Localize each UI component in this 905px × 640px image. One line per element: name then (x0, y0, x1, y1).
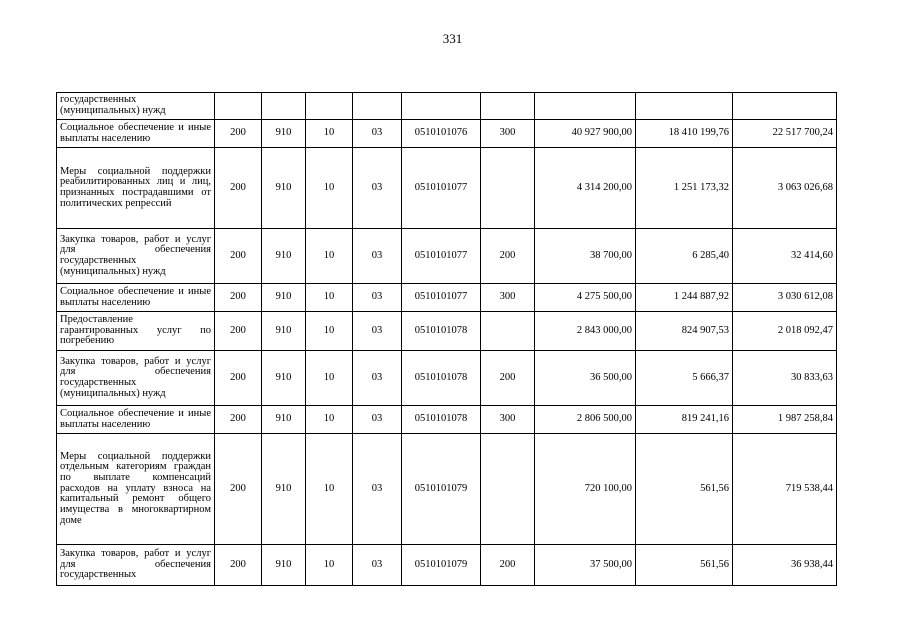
cell-remaining: 719 538,44 (733, 434, 837, 545)
cell-section: 10 (306, 148, 353, 229)
cell-admin-code: 200 (215, 351, 262, 406)
cell-section (306, 93, 353, 120)
cell-executed: 561,56 (636, 434, 733, 545)
cell-subsection: 03 (353, 406, 402, 434)
cell-executed: 18 410 199,76 (636, 120, 733, 148)
cell-ministry-code: 910 (262, 312, 306, 351)
cell-section: 10 (306, 545, 353, 586)
cell-target-article: 0510101078 (402, 351, 481, 406)
cell-planned: 38 700,00 (535, 229, 636, 284)
cell-expense-type (481, 312, 535, 351)
cell-target-article: 0510101076 (402, 120, 481, 148)
cell-planned: 37 500,00 (535, 545, 636, 586)
cell-executed: 824 907,53 (636, 312, 733, 351)
cell-executed: 819 241,16 (636, 406, 733, 434)
cell-remaining (733, 93, 837, 120)
cell-remaining: 1 987 258,84 (733, 406, 837, 434)
cell-planned: 720 100,00 (535, 434, 636, 545)
table-row (57, 120, 837, 148)
cell-admin-code: 200 (215, 229, 262, 284)
cell-admin-code: 200 (215, 284, 262, 312)
row-name: государственных (муниципальных) нужд (57, 93, 215, 120)
cell-ministry-code: 910 (262, 406, 306, 434)
row-name: Закупка товаров, работ и услуг для обеспечения государственных (муниципальных) нужд (57, 351, 215, 406)
cell-target-article: 0510101078 (402, 406, 481, 434)
cell-planned: 4 275 500,00 (535, 284, 636, 312)
cell-expense-type: 300 (481, 120, 535, 148)
cell-subsection: 03 (353, 312, 402, 351)
cell-admin-code: 200 (215, 406, 262, 434)
cell-executed: 5 666,37 (636, 351, 733, 406)
row-name: Социальное обеспечение и иные выплаты населению (57, 284, 215, 312)
cell-admin-code: 200 (215, 434, 262, 545)
table-row (57, 406, 837, 434)
cell-admin-code: 200 (215, 120, 262, 148)
cell-subsection: 03 (353, 148, 402, 229)
cell-target-article (402, 93, 481, 120)
row-name: Закупка товаров, работ и услуг для обеспечения государственных (57, 545, 215, 586)
cell-section: 10 (306, 120, 353, 148)
cell-subsection: 03 (353, 545, 402, 586)
cell-ministry-code: 910 (262, 120, 306, 148)
cell-subsection (353, 93, 402, 120)
cell-remaining: 3 063 026,68 (733, 148, 837, 229)
cell-planned (535, 93, 636, 120)
cell-planned: 40 927 900,00 (535, 120, 636, 148)
table-row (57, 351, 837, 406)
cell-target-article: 0510101077 (402, 284, 481, 312)
cell-subsection: 03 (353, 434, 402, 545)
cell-executed: 561,56 (636, 545, 733, 586)
page-number: 331 (442, 31, 463, 46)
cell-section: 10 (306, 312, 353, 351)
cell-planned: 4 314 200,00 (535, 148, 636, 229)
cell-expense-type (481, 93, 535, 120)
cell-ministry-code: 910 (262, 148, 306, 229)
row-name: Меры социальной поддержки реабилитированных лиц и лиц, признанных пострадавшими от политических репрессий (57, 148, 215, 229)
cell-expense-type: 200 (481, 545, 535, 586)
cell-ministry-code: 910 (262, 229, 306, 284)
cell-remaining: 30 833,63 (733, 351, 837, 406)
budget-table (56, 92, 837, 586)
cell-expense-type (481, 148, 535, 229)
cell-section: 10 (306, 284, 353, 312)
cell-remaining: 3 030 612,08 (733, 284, 837, 312)
cell-planned: 2 806 500,00 (535, 406, 636, 434)
cell-executed: 1 251 173,32 (636, 148, 733, 229)
table-row (57, 312, 837, 351)
cell-executed: 1 244 887,92 (636, 284, 733, 312)
cell-remaining: 32 414,60 (733, 229, 837, 284)
cell-executed: 6 285,40 (636, 229, 733, 284)
cell-section: 10 (306, 229, 353, 284)
cell-target-article: 0510101077 (402, 229, 481, 284)
cell-ministry-code (262, 93, 306, 120)
cell-section: 10 (306, 406, 353, 434)
row-name: Предоставление гарантированных услуг по погребению (57, 312, 215, 351)
cell-admin-code: 200 (215, 312, 262, 351)
cell-admin-code: 200 (215, 148, 262, 229)
cell-ministry-code: 910 (262, 351, 306, 406)
cell-subsection: 03 (353, 229, 402, 284)
cell-remaining: 2 018 092,47 (733, 312, 837, 351)
table-row (57, 545, 837, 586)
cell-expense-type: 200 (481, 351, 535, 406)
cell-expense-type (481, 434, 535, 545)
cell-expense-type: 300 (481, 284, 535, 312)
cell-planned: 2 843 000,00 (535, 312, 636, 351)
cell-target-article: 0510101078 (402, 312, 481, 351)
table-row (57, 93, 837, 120)
cell-subsection: 03 (353, 351, 402, 406)
table-row (57, 434, 837, 545)
cell-ministry-code: 910 (262, 545, 306, 586)
cell-ministry-code: 910 (262, 434, 306, 545)
cell-subsection: 03 (353, 284, 402, 312)
cell-remaining: 36 938,44 (733, 545, 837, 586)
row-name: Социальное обеспечение и иные выплаты населению (57, 120, 215, 148)
table-row (57, 229, 837, 284)
cell-section: 10 (306, 434, 353, 545)
cell-target-article: 0510101077 (402, 148, 481, 229)
row-name: Меры социальной поддержки отдельным категориям граждан по выплате компенсаций расходов на уплату взноса на капитальный ремонт общего имущества в многоквартирном доме (57, 434, 215, 545)
cell-expense-type: 200 (481, 229, 535, 284)
cell-section: 10 (306, 351, 353, 406)
table-row (57, 284, 837, 312)
row-name: Социальное обеспечение и иные выплаты населению (57, 406, 215, 434)
row-name: Закупка товаров, работ и услуг для обеспечения государственных (муниципальных) нужд (57, 229, 215, 284)
cell-ministry-code: 910 (262, 284, 306, 312)
cell-target-article: 0510101079 (402, 434, 481, 545)
cell-executed (636, 93, 733, 120)
cell-admin-code: 200 (215, 545, 262, 586)
cell-target-article: 0510101079 (402, 545, 481, 586)
cell-planned: 36 500,00 (535, 351, 636, 406)
cell-subsection: 03 (353, 120, 402, 148)
cell-expense-type: 300 (481, 406, 535, 434)
table-row (57, 148, 837, 229)
cell-remaining: 22 517 700,24 (733, 120, 837, 148)
cell-admin-code (215, 93, 262, 120)
